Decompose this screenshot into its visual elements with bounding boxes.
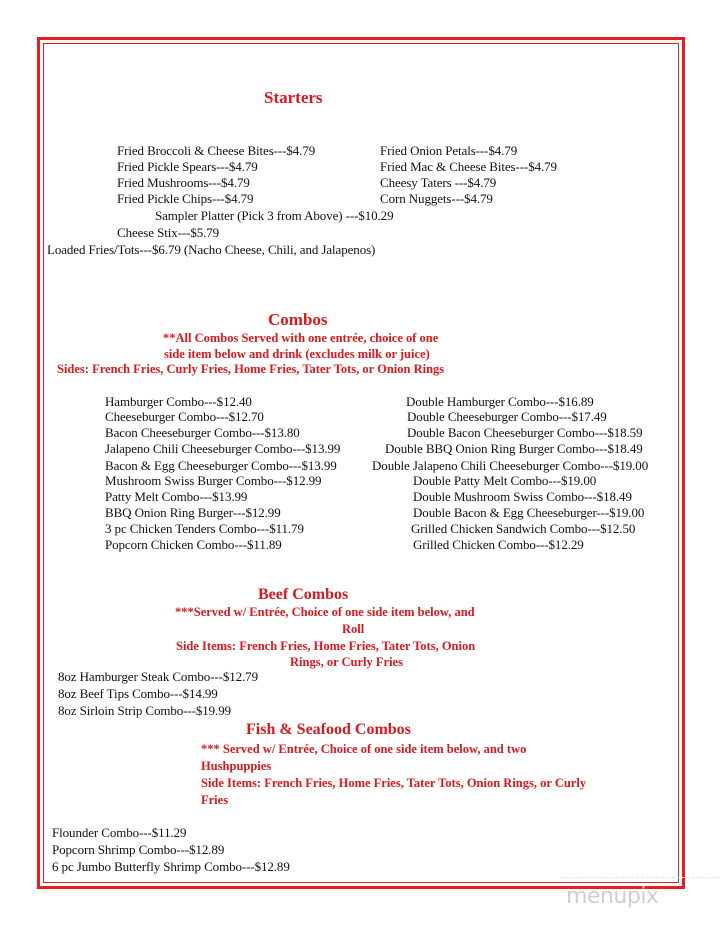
menu-item: Popcorn Shrimp Combo---$12.89 — [52, 842, 225, 857]
watermark-logo: menupix — [566, 884, 659, 909]
menu-item: Cheeseburger Combo---$12.70 — [105, 409, 264, 424]
menu-item: Bacon Cheeseburger Combo---$13.80 — [105, 425, 300, 440]
menu-item: Jalapeno Chili Cheeseburger Combo---$13.99 — [105, 441, 341, 456]
menu-item: Double Jalapeno Chili Cheeseburger Combo---$19.00 — [372, 458, 649, 473]
menu-item: Fried Mushrooms---$4.79 — [117, 175, 250, 190]
menu-item: Fried Onion Petals---$4.79 — [380, 143, 518, 158]
beef-sides: Rings, or Curly Fries — [290, 655, 403, 669]
beef-note: ***Served w/ Entrée, Choice of one side item below, and — [175, 605, 475, 619]
combos-heading: Combos — [268, 310, 328, 329]
menu-item: 3 pc Chicken Tenders Combo---$11.79 — [105, 521, 304, 536]
combos-note: **All Combos Served with one entrée, choice of one — [163, 331, 439, 345]
starters-heading: Starters — [264, 88, 323, 107]
menu-item: Cheesy Taters ---$4.79 — [380, 175, 497, 190]
menu-item: 8oz Sirloin Strip Combo---$19.99 — [58, 703, 232, 718]
menu-item: Sampler Platter (Pick 3 from Above) ---$10.29 — [155, 208, 394, 223]
menu-item: Fried Mac & Cheese Bites---$4.79 — [380, 159, 557, 174]
menu-item: Loaded Fries/Tots---$6.79 (Nacho Cheese, Chili, and Jalapenos) — [47, 242, 376, 257]
menu-item: Double Cheeseburger Combo---$17.49 — [407, 409, 607, 424]
menu-item: Double Bacon & Egg Cheeseburger---$19.00 — [413, 505, 645, 520]
combos-note: side item below and drink (excludes milk or juice) — [164, 347, 430, 361]
menu-item: Grilled Chicken Combo---$12.29 — [413, 537, 584, 552]
fish-combos-heading: Fish & Seafood Combos — [246, 721, 411, 738]
menu-item: 6 pc Jumbo Butterfly Shrimp Combo---$12.89 — [52, 859, 290, 874]
menu-item: Double Mushroom Swiss Combo---$18.49 — [413, 489, 632, 504]
menu-item: Fried Pickle Chips---$4.79 — [117, 191, 254, 206]
menu-item: Bacon & Egg Cheeseburger Combo---$13.99 — [105, 458, 337, 473]
menu-item: Patty Melt Combo---$13.99 — [105, 489, 248, 504]
fish-sides: Side Items: French Fries, Home Fries, Tater Tots, Onion Rings, or Curly — [201, 776, 587, 790]
fish-note: Hushpuppies — [201, 759, 272, 773]
menu-item: Grilled Chicken Sandwich Combo---$12.50 — [411, 521, 636, 536]
menu-item: Hamburger Combo---$12.40 — [105, 394, 252, 409]
menu-item: Cheese Stix---$5.79 — [117, 225, 220, 240]
combos-sides: Sides: French Fries, Curly Fries, Home Fries, Tater Tots, or Onion Rings — [57, 362, 445, 376]
menu-item: 8oz Beef Tips Combo---$14.99 — [58, 686, 218, 701]
menu-item: Double Bacon Cheeseburger Combo---$18.59 — [407, 425, 643, 440]
beef-combos-heading: Beef Combos — [258, 586, 349, 603]
menu-item: Double Hamburger Combo---$16.89 — [406, 394, 594, 409]
fish-note: *** Served w/ Entrée, Choice of one side item below, and two — [201, 742, 527, 756]
menu-item: BBQ Onion Ring Burger---$12.99 — [105, 505, 281, 520]
menu-item: Double Patty Melt Combo---$19.00 — [413, 473, 597, 488]
menu-item: Flounder Combo---$11.29 — [52, 825, 187, 840]
watermark-divider — [560, 877, 720, 878]
menu-item: Popcorn Chicken Combo---$11.89 — [105, 537, 282, 552]
menu-item: Fried Pickle Spears---$4.79 — [117, 159, 258, 174]
menu-item: Fried Broccoli & Cheese Bites---$4.79 — [117, 143, 316, 158]
fish-sides: Fries — [201, 793, 229, 807]
menu-item: Corn Nuggets---$4.79 — [380, 191, 493, 206]
menu-item: Double BBQ Onion Ring Burger Combo---$18.49 — [385, 441, 643, 456]
menu-item: 8oz Hamburger Steak Combo---$12.79 — [58, 669, 258, 684]
beef-sides: Side Items: French Fries, Home Fries, Tater Tots, Onion — [176, 639, 476, 653]
beef-note: Roll — [342, 622, 365, 636]
menu-item: Mushroom Swiss Burger Combo---$12.99 — [105, 473, 322, 488]
